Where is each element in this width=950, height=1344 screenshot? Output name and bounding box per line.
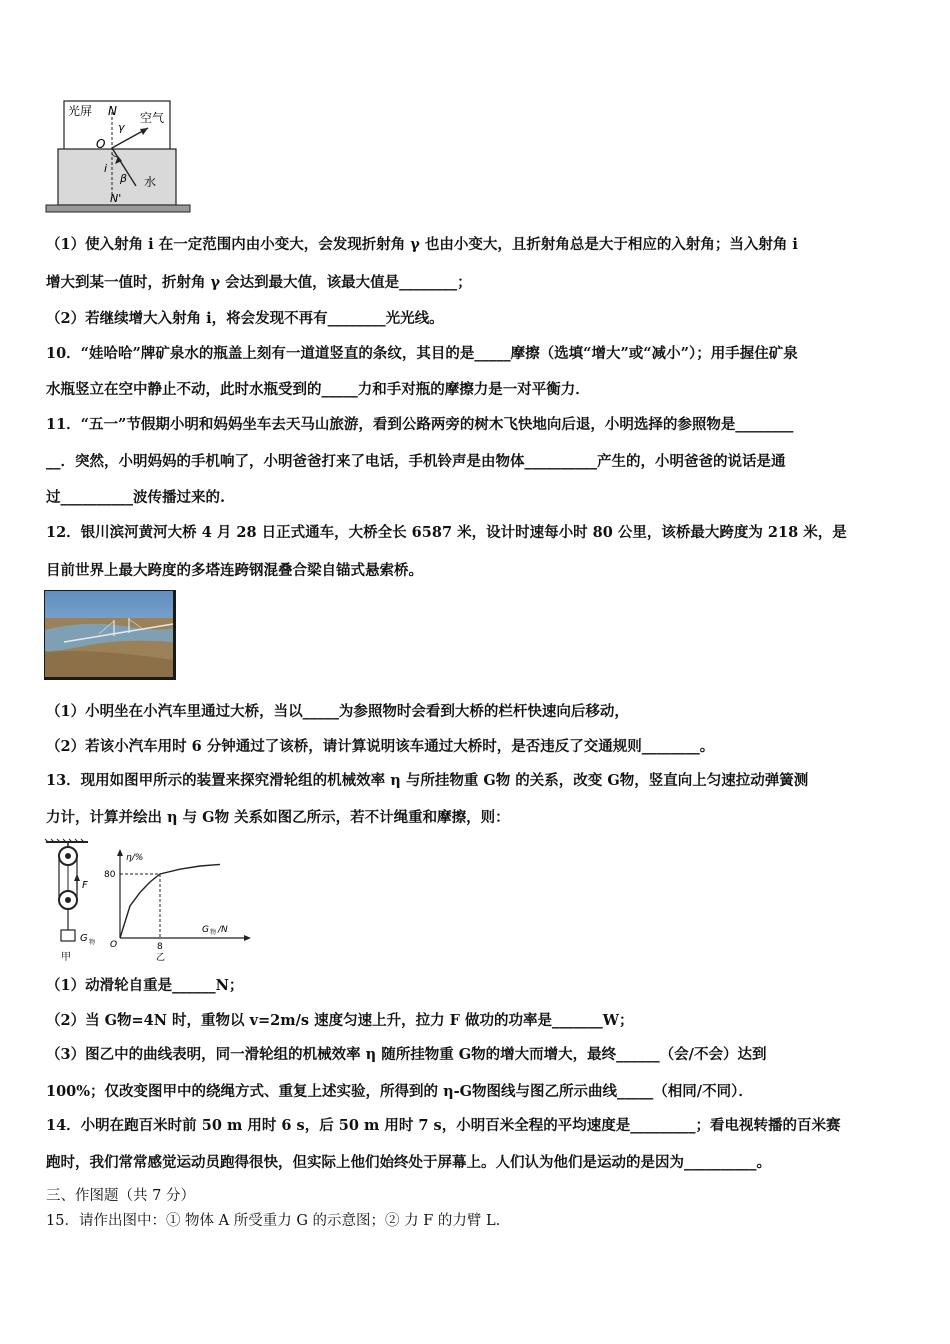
refraction-figure — [44, 98, 192, 216]
q13-part1: （1）动滑轮自重是______N； — [46, 977, 244, 994]
label-f: F — [82, 880, 88, 891]
q14-line1: 14．小明在跑百米时前 50 m 用时 6 s，后 50 m 用时 7 s，小明百米全程的平均速度是_________；看电视转播的百米赛 — [46, 1117, 841, 1134]
y-axis-arrow-icon — [117, 849, 123, 856]
x-tick-label: 8 — [157, 942, 163, 952]
label-g: G — [80, 933, 88, 944]
label-beta: β — [120, 172, 128, 185]
label-gamma: γ — [118, 121, 125, 134]
label-n: N — [108, 104, 117, 118]
q14-line2: 跑时，我们常常感觉运动员跑得很快，但实际上他们始终处于屏幕上。人们认为他们是运动的是因为__________。 — [46, 1154, 771, 1171]
q11-line3: 过__________波传播过来的. — [46, 489, 226, 506]
q10-line1: 10．“娃哈哈”牌矿泉水的瓶盖上刻有一道道竖直的条纹，其目的是_____摩擦（选填“增大”或“减小”）；用手握住矿泉 — [46, 345, 798, 362]
q9-part2: （2）若继续增大入射角 i，将会发现不再有________光光线。 — [46, 310, 444, 327]
q9-part1-line2: 增大到某一值时，折射角 γ 会达到最大值，该最大值是________； — [46, 274, 472, 291]
section-3-heading: 三、作图题（共 7 分） — [46, 1188, 195, 1204]
y-axis-label: η/% — [126, 853, 144, 863]
pulley-figure — [44, 838, 110, 964]
q13-part2: （2）当 G物=4N 时，重物以 v=2m/s 速度匀速上升，拉力 F 做功的功率是_______W； — [46, 1012, 634, 1029]
x-axis-label-sub: 物 — [210, 929, 217, 936]
label-o: O — [96, 137, 106, 151]
q12-line1: 12．银川滨河黄河大桥 4 月 28 日正式通车，大桥全长 6587 米，设计时速每小时 80 公里，该桥最大跨度为 218 米，是 — [46, 524, 847, 541]
y-tick-label: 80 — [104, 870, 116, 880]
q10-line2: 水瓶竖立在空中静止不动，此时水瓶受到的_____力和手对瓶的摩擦力是一对平衡力． — [46, 381, 590, 398]
q13-line1: 13．现用如图甲所示的装置来探究滑轮组的机械效率 η 与所挂物重 G物 的关系，改变 G物，竖直向上匀速拉动弹簧测 — [46, 772, 809, 789]
x-axis-unit: /N — [218, 925, 228, 935]
label-screen: 光屏 — [68, 104, 93, 118]
base-plate — [46, 205, 190, 212]
bridge-photo — [44, 590, 176, 680]
x-axis-arrow-icon — [244, 935, 251, 941]
force-arrow-icon — [74, 874, 80, 881]
label-g-sub: 物 — [89, 939, 96, 946]
label-jia: 甲 — [61, 952, 71, 963]
q11-line2: __．突然，小明妈妈的手机响了，小明爸爸打来了电话，手机铃声是由物体__________产生的，小明爸爸的说话是通 — [46, 453, 786, 470]
origin-label: O — [110, 940, 118, 950]
q13-part3-line2: 100%；仅改变图甲中的绕绳方式、重复上述实验，所得到的 η-G物图线与图乙所示曲线_____（相同/不同）． — [46, 1083, 753, 1100]
graph-caption: 乙 — [156, 953, 166, 963]
efficiency-graph — [104, 848, 258, 964]
q12-part2: （2）若该小汽车用时 6 分钟通过了该桥，请计算说明该车通过大桥时，是否违反了交通规则________。 — [46, 738, 715, 755]
label-water: 水 — [144, 175, 157, 189]
q12-part1: （1）小明坐在小汽车里通过大桥，当以_____为参照物时会看到大桥的栏杆快速向后移动， — [46, 703, 629, 720]
q13-part3-line1: （3）图乙中的曲线表明，同一滑轮组的机械效率 η 随所挂物重 G物的增大而增大，最终______（会/不会）达到 — [46, 1046, 767, 1063]
label-n-prime: N' — [110, 192, 122, 205]
label-air: 空气 — [140, 111, 165, 125]
q9-part1-line1: （1）使入射角 i 在一定范围内由小变大，会发现折射角 γ 也由小变大，且折射角总是大于相应的入射角；当入射角 i — [46, 236, 798, 253]
q11-line1: 11．“五一”节假期小明和妈妈坐车去天马山旅游，看到公路两旁的树木飞快地向后退，小明选择的参照物是________ — [46, 416, 794, 433]
label-i: i — [104, 162, 108, 175]
q12-line2: 目前世界上最大跨度的多塔连跨钢混叠合梁自锚式悬索桥。 — [46, 562, 423, 579]
weight-block — [61, 930, 75, 941]
q13-line2: 力计，计算并绘出 η 与 G物 关系如图乙所示，若不计绳重和摩擦，则： — [46, 809, 510, 826]
q15-line1: 15．请作出图中：① 物体 A 所受重力 G 的示意图；② 力 F 的力臂 L. — [46, 1213, 501, 1229]
x-axis-label: G — [202, 925, 209, 935]
